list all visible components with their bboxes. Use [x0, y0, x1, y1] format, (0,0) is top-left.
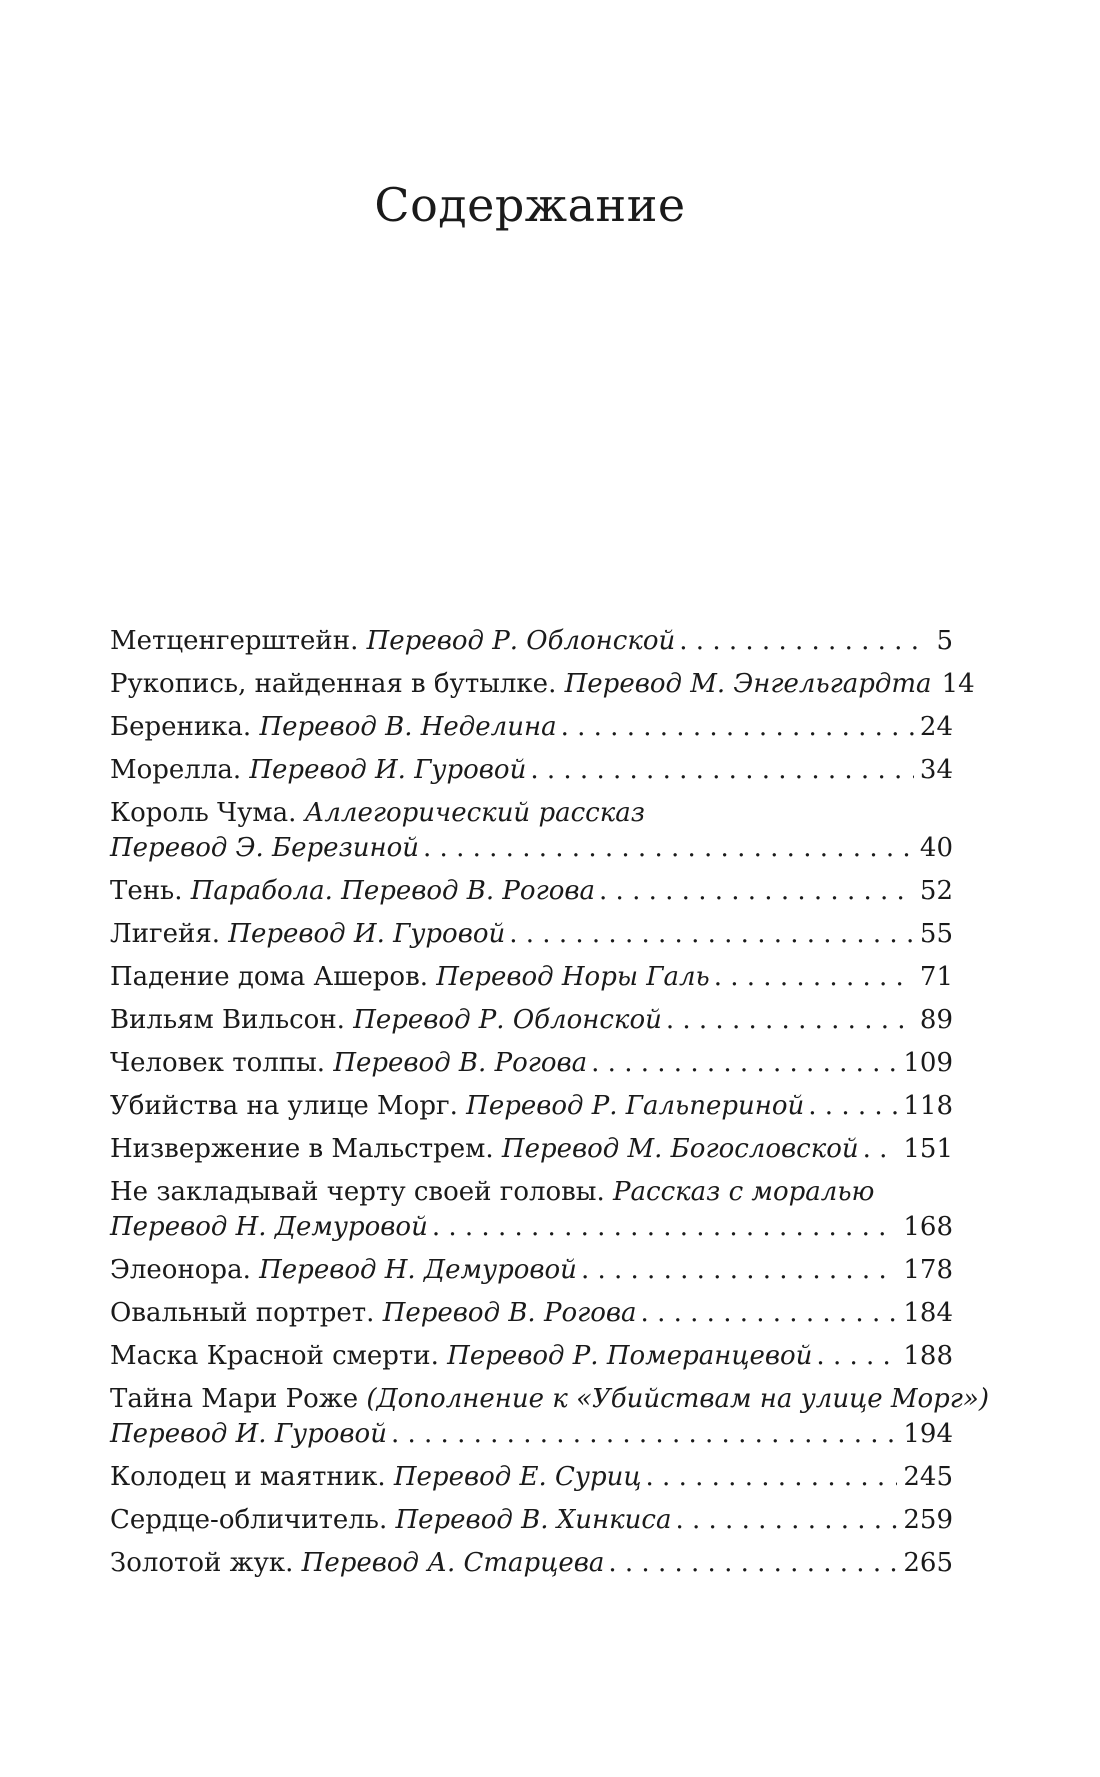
entry-title: Лигейя. — [110, 919, 221, 949]
entry-title: Морелла. — [110, 755, 242, 785]
table-of-contents — [110, 620, 989, 1585]
entry-page-number: 194 — [903, 1419, 953, 1449]
toc-entry[interactable] — [110, 663, 975, 706]
toc-entry[interactable] — [110, 706, 953, 749]
entry-translator: Перевод И. Гуровой — [110, 1419, 387, 1449]
toc-entry[interactable] — [110, 1499, 953, 1542]
entry-page-number: 168 — [903, 1212, 953, 1242]
toc-entry[interactable] — [110, 749, 953, 792]
dot-leader — [646, 1456, 898, 1499]
dot-leader — [509, 913, 914, 956]
entry-translator: Перевод Р. Облонской — [353, 1005, 662, 1035]
entry-subtitle: Аллегорический рассказ — [304, 798, 645, 828]
dot-leader — [714, 956, 914, 999]
entry-title: Маска Красной смерти. — [110, 1341, 439, 1371]
entry-translator: Перевод Н. Демуровой — [110, 1212, 428, 1242]
entry-translator: Перевод И. Гуровой — [228, 919, 506, 949]
dot-leader — [641, 1292, 898, 1335]
entry-translator: Перевод Н. Демуровой — [259, 1255, 577, 1285]
entry-page-number: 265 — [903, 1548, 953, 1578]
entry-title: Не закладывай черту своей головы. — [110, 1177, 605, 1207]
entry-page-number: 55 — [919, 919, 953, 949]
entry-title: Король Чума. — [110, 798, 297, 828]
toc-entry[interactable] — [110, 620, 953, 663]
dot-leader — [581, 1249, 897, 1292]
toc-entry[interactable] — [110, 1378, 989, 1456]
entry-translator: Перевод В. Рогова — [382, 1298, 637, 1328]
dot-leader — [808, 1085, 897, 1128]
dot-leader — [666, 999, 914, 1042]
entry-page-number: 89 — [919, 1005, 953, 1035]
entry-title: Сердце-обличитель. — [110, 1505, 388, 1535]
entry-title: Убийства на улице Морг. — [110, 1091, 458, 1121]
entry-page-number: 5 — [936, 626, 953, 656]
entry-translator: Перевод Е. Суриц — [393, 1462, 642, 1492]
toc-entry[interactable] — [110, 1456, 953, 1499]
entry-title: Тайна Мари Роже — [110, 1384, 359, 1414]
toc-entry[interactable] — [110, 1085, 953, 1128]
toc-entry[interactable] — [110, 1542, 953, 1585]
dot-leader — [599, 870, 914, 913]
entry-title: Низвержение в Мальстрем. — [110, 1134, 494, 1164]
dot-leader — [679, 620, 917, 663]
entry-title: Человек толпы. — [110, 1048, 326, 1078]
toc-entry[interactable] — [110, 1249, 953, 1292]
entry-page-number: 71 — [919, 962, 953, 992]
entry-translator: Перевод Р. Померанцевой — [447, 1341, 813, 1371]
toc-entry[interactable] — [110, 792, 953, 870]
entry-page-number: 14 — [941, 669, 975, 699]
entry-page-number: 259 — [903, 1505, 953, 1535]
entry-title: Падение дома Ашеров. — [110, 962, 428, 992]
entry-title: Метценгерштейн. — [110, 626, 359, 656]
entry-translator: Перевод В. Неделина — [259, 712, 557, 742]
entry-title: Береника. — [110, 712, 252, 742]
toc-entry[interactable] — [110, 870, 953, 913]
entry-title: Тень. — [110, 876, 183, 906]
toc-entry[interactable] — [110, 1171, 953, 1249]
entry-page-number: 52 — [919, 876, 953, 906]
entry-page-number: 184 — [903, 1298, 953, 1328]
entry-subtitle: (Дополнение к «Убийствам на улице Морг») — [366, 1384, 989, 1414]
entry-title: Золотой жук. — [110, 1548, 294, 1578]
toc-entry[interactable] — [110, 913, 953, 956]
entry-translator: Перевод Э. Березиной — [110, 833, 420, 863]
entry-translator: Парабола. Перевод В. Рогова — [190, 876, 596, 906]
entry-page-number: 109 — [903, 1048, 953, 1078]
toc-entry[interactable] — [110, 999, 953, 1042]
entry-translator: Перевод А. Старцева — [301, 1548, 605, 1578]
toc-entry[interactable] — [110, 1335, 953, 1378]
entry-translator: Перевод В. Рогова — [333, 1048, 588, 1078]
entry-page-number: 24 — [919, 712, 953, 742]
entry-translator: Перевод Р. Гальпериной — [466, 1091, 805, 1121]
dot-leader — [863, 1128, 898, 1171]
entry-page-number: 245 — [903, 1462, 953, 1492]
entry-translator: Перевод В. Хинкиса — [395, 1505, 672, 1535]
entry-page-number: 188 — [903, 1341, 953, 1371]
dot-leader — [675, 1499, 897, 1542]
entry-page-number: 34 — [919, 755, 953, 785]
entry-title: Элеонора. — [110, 1255, 251, 1285]
dot-leader — [816, 1335, 897, 1378]
dot-leader — [561, 706, 914, 749]
dot-leader — [391, 1413, 897, 1456]
entry-page-number: 40 — [919, 833, 953, 863]
entry-page-number: 151 — [903, 1134, 953, 1164]
entry-translator: Перевод М. Энгельгардта — [564, 669, 932, 699]
entry-title: Вильям Вильсон. — [110, 1005, 345, 1035]
dot-leader — [608, 1542, 897, 1585]
dot-leader — [530, 749, 914, 792]
toc-entry[interactable] — [110, 1292, 953, 1335]
page-title: Содержание — [374, 178, 686, 232]
toc-entry[interactable] — [110, 1128, 953, 1171]
entry-title: Колодец и маятник. — [110, 1462, 386, 1492]
entry-title: Овальный портрет. — [110, 1298, 375, 1328]
toc-entry[interactable] — [110, 956, 953, 999]
dot-leader — [423, 827, 914, 870]
entry-title: Рукопись, найденная в бутылке. — [110, 669, 557, 699]
dot-leader — [432, 1206, 898, 1249]
toc-entry[interactable] — [110, 1042, 953, 1085]
dot-leader — [591, 1042, 897, 1085]
entry-page-number: 178 — [903, 1255, 953, 1285]
entry-translator: Перевод Норы Галь — [436, 962, 710, 992]
entry-translator: Перевод И. Гуровой — [249, 755, 527, 785]
entry-subtitle: Рассказ с моралью — [613, 1177, 875, 1207]
entry-page-number: 118 — [903, 1091, 953, 1121]
entry-translator: Перевод М. Богословской — [501, 1134, 859, 1164]
entry-translator: Перевод Р. Облонской — [366, 626, 676, 656]
